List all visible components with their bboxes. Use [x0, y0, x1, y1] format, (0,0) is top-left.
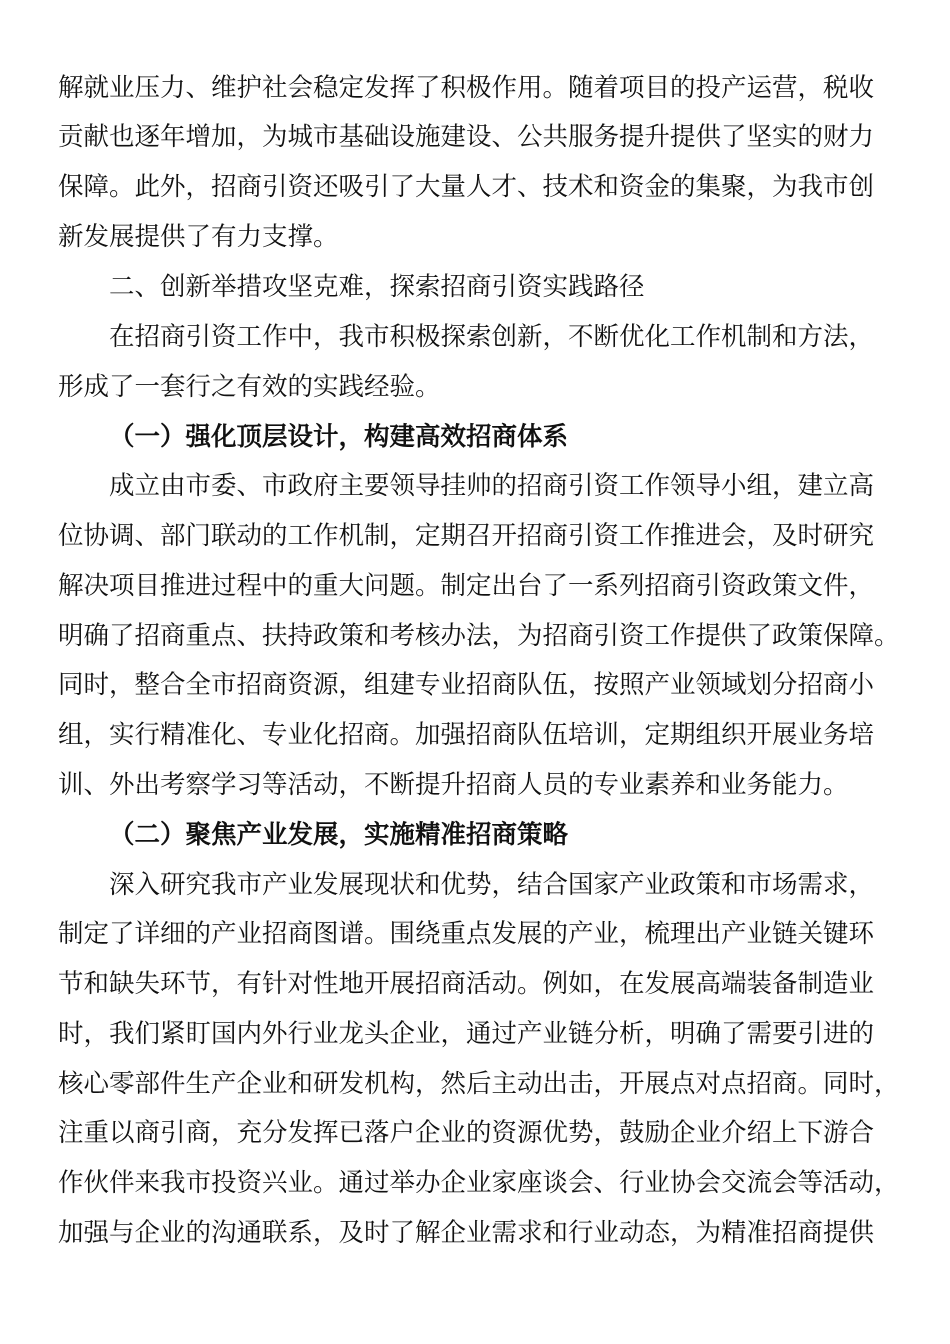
text-line: 制定了详细的产业招商图谱。围绕重点发展的产业，梳理出产业链关键环: [58, 919, 875, 949]
text-line: 节和缺失环节，有针对性地开展招商活动。例如，在发展高端装备制造业: [58, 969, 875, 999]
text-line: 新发展提供了有力支撑。: [58, 222, 339, 252]
text-line: 贡献也逐年增加，为城市基础设施建设、公共服务提升提供了坚实的财力: [58, 122, 875, 152]
text-line: 深入研究我市产业发展现状和优势，结合国家产业政策和市场需求，: [109, 870, 875, 900]
text-line: 在招商引资工作中，我市积极探索创新，不断优化工作机制和方法，: [109, 322, 875, 352]
subsection-heading: （一）强化顶层设计，构建高效招商体系: [109, 422, 569, 452]
text-line: 位协调、部门联动的工作机制，定期召开招商引资工作推进会，及时研究: [58, 521, 875, 551]
text-line: 时，我们紧盯国内外行业龙头企业，通过产业链分析，明确了需要引进的: [58, 1019, 875, 1049]
subsection-heading: （二）聚焦产业发展，实施精准招商策略: [109, 820, 569, 850]
text-line: 同时，整合全市招商资源，组建专业招商队伍，按照产业领域划分招商小: [58, 670, 875, 700]
text-line: 作伙伴来我市投资兴业。通过举办企业家座谈会、行业协会交流会等活动，: [58, 1168, 900, 1198]
text-line: 成立由市委、市政府主要领导挂帅的招商引资工作领导小组，建立高: [109, 471, 875, 501]
text-line: 明确了招商重点、扶持政策和考核办法，为招商引资工作提供了政策保障。: [58, 621, 900, 651]
text-line: 解就业压力、维护社会稳定发挥了积极作用。随着项目的投产运营，税收: [58, 73, 875, 103]
text-line: 解决项目推进过程中的重大问题。制定出台了一系列招商引资政策文件，: [58, 571, 875, 601]
text-line: 组，实行精准化、专业化招商。加强招商队伍培训，定期组织开展业务培: [58, 720, 875, 750]
text-line: 形成了一套行之有效的实践经验。: [58, 372, 441, 402]
text-line: 核心零部件生产企业和研发机构，然后主动出击，开展点对点招商。同时，: [58, 1069, 900, 1099]
text-line: 保障。此外，招商引资还吸引了大量人才、技术和资金的集聚，为我市创: [58, 172, 875, 202]
text-line: 训、外出考察学习等活动，不断提升招商人员的专业素养和业务能力。: [58, 770, 849, 800]
section-heading: 二、创新举措攻坚克难，探索招商引资实践路径: [109, 272, 645, 302]
text-line: 注重以商引商，充分发挥已落户企业的资源优势，鼓励企业介绍上下游合: [58, 1118, 875, 1148]
text-line: 加强与企业的沟通联系，及时了解企业需求和行业动态，为精准招商提供: [58, 1218, 875, 1248]
